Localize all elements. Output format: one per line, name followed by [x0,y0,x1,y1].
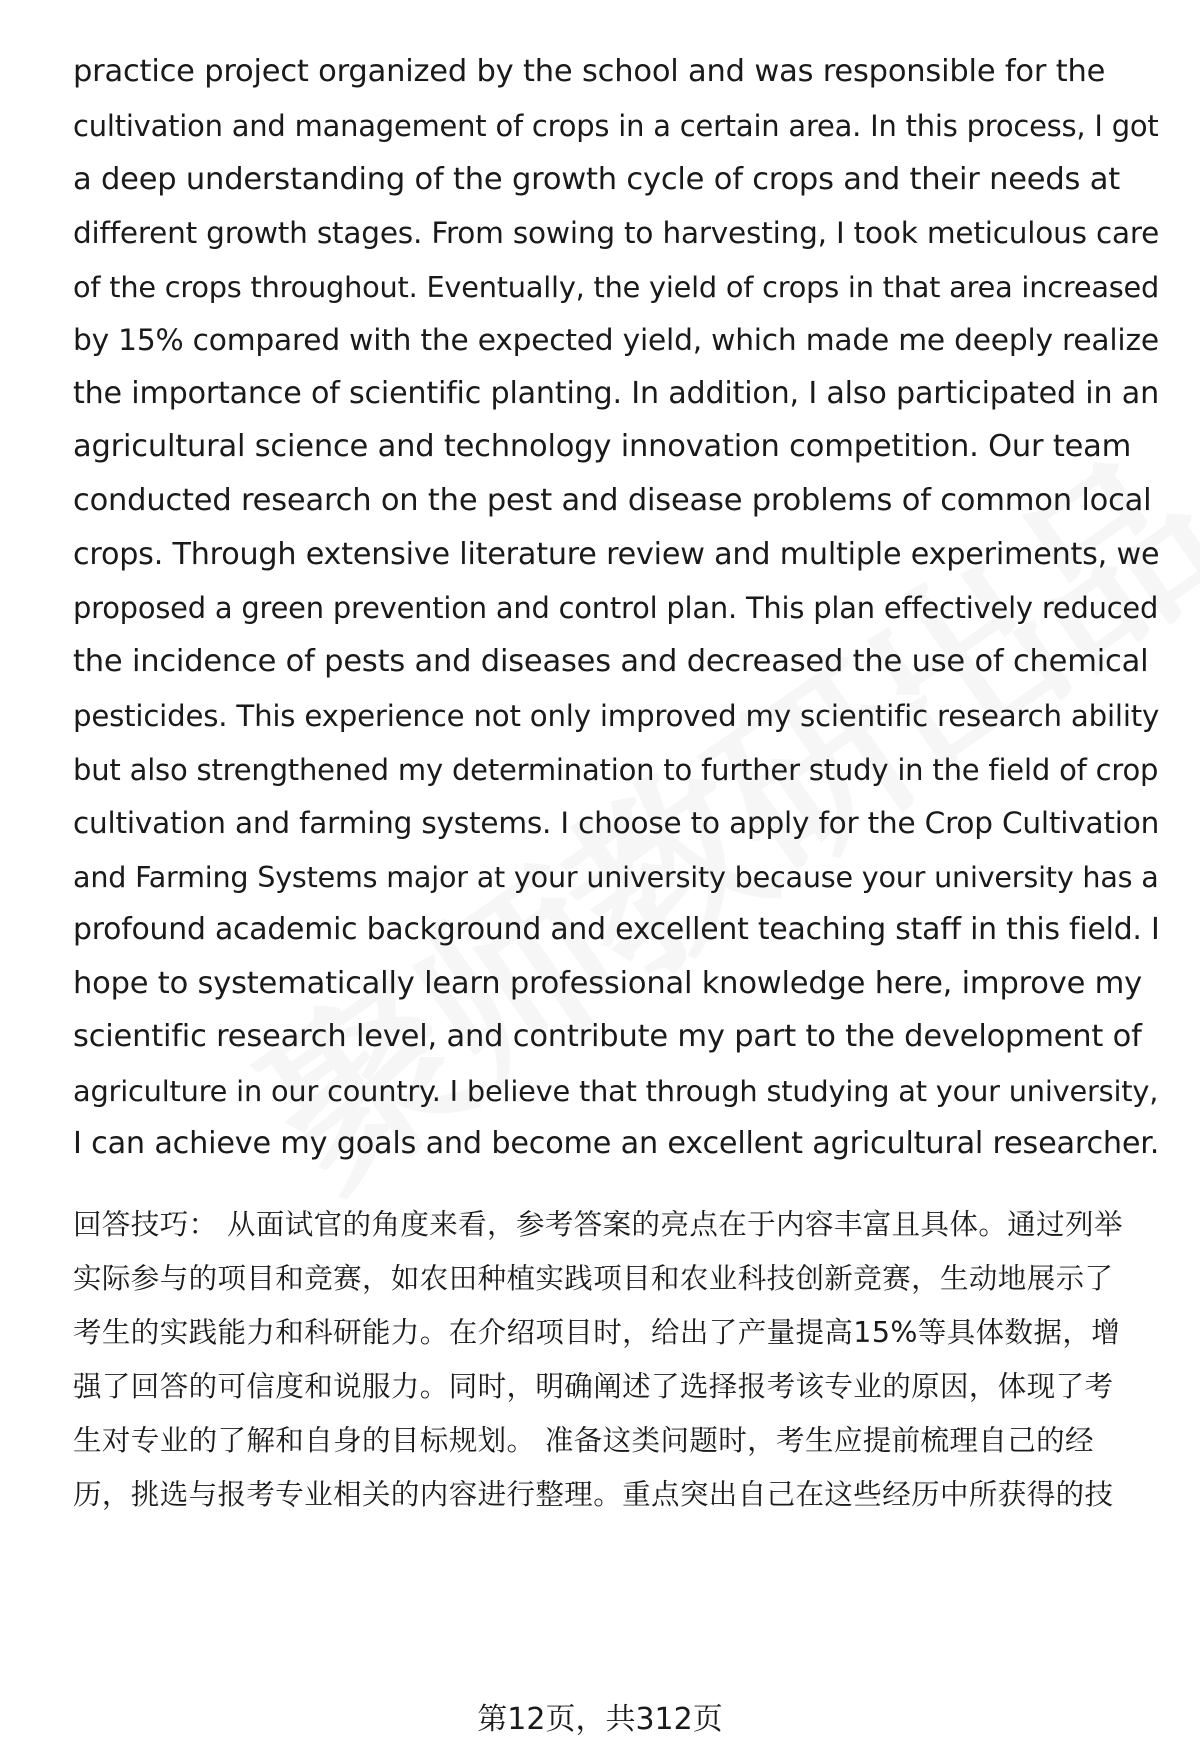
body-text-line: the importance of scientific planting. In addition, I also participated in an [73,376,1159,411]
body-text-line: profound academic background and excellent teaching staff in this field. I [73,912,1160,947]
body-text-line: cultivation and management of crops in a certain area. In this process, I got [73,109,1159,143]
body-text-line: crops. Through extensive literature review and multiple experiments, we [73,537,1160,572]
body-text-line: hope to systematically learn professional knowledge here, improve my [73,966,1143,1001]
body-text-line: the incidence of pests and diseases and decreased the use of chemical [73,644,1149,679]
body-text-line: different growth stages. From sowing to harvesting, I took meticulous care [73,216,1160,250]
body-text-line: practice project organized by the school and was responsible for the [73,54,1106,89]
body-text-line: by 15% compared with the expected yield, which made me deeply realize [73,322,1159,357]
answer-tip-line: 生对专业的了解和自身的目标规划。 准备这类问题时，考生应提前梳理自己的经 [73,1424,1094,1457]
body-text-line: a deep understanding of the growth cycle of crops and their needs at [73,162,1120,197]
answer-tip-line: 强了回答的可信度和说服力。同时，明确阐述了选择报考该专业的原因，体现了考 [73,1370,1114,1403]
body-text-line: and Farming Systems major at your university because your university has a [73,860,1159,894]
answer-tip-line: 历，挑选与报考专业相关的内容进行整理。重点突出自己在这些经历中所获得的技 [73,1478,1114,1511]
body-text-line: proposed a green prevention and control plan. This plan effectively reduced [73,591,1159,625]
body-text-line: scientific research level, and contribute my part to the development of [73,1019,1142,1054]
body-text-line: cultivation and farming systems. I choose to apply for the Crop Cultivation [73,806,1160,840]
answer-tip-line: 考生的实践能力和科研能力。在介绍项目时，给出了产量提高15%等具体数据，增 [73,1316,1121,1349]
body-text-line: agriculture in our country. I believe that through studying at your university, [73,1074,1159,1108]
body-text-line: pesticides. This experience not only improved my scientific research ability [73,699,1160,733]
answer-tip-line: 回答技巧： 从面试官的角度来看，参考答案的亮点在于内容丰富且具体。通过列举 [73,1208,1123,1241]
body-text-line: of the crops throughout. Eventually, the yield of crops in that area increased [73,270,1160,304]
body-text-line: conducted research on the pest and disease problems of common local [73,483,1152,518]
page-number: 第12页，共312页 [477,1702,723,1737]
body-text-line: agricultural science and technology innovation competition. Our team [73,429,1132,464]
answer-tip-line: 实际参与的项目和竞赛，如农田种植实践项目和农业科技创新竞赛，生动地展示了 [73,1262,1114,1295]
body-text-line: I can achieve my goals and become an excellent agricultural researcher. [73,1126,1160,1161]
body-text-line: but also strengthened my determination to further study in the field of crop [73,753,1159,787]
